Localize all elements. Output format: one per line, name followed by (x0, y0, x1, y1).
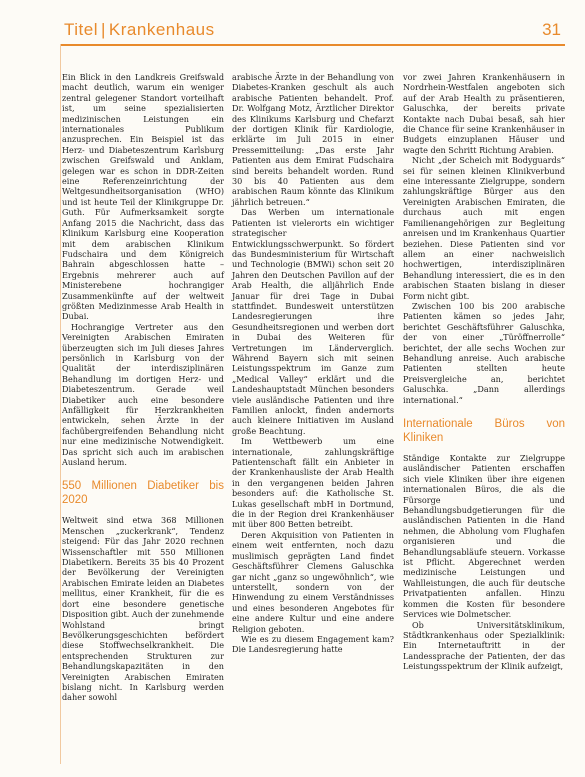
text-column-1 (62, 72, 224, 703)
title-separator: | (101, 20, 106, 39)
paragraph: Hochrangige Vertreter aus den Vereinigten Arabischen Emiraten überzeugten sich im Juli dieses Jahres persönlich in Karlsburg von der Qualität der interdisziplinären Behandlung im dortigen Herz- und Diabeteszentrum. Gerade weil Diabetiker auch eine besondere Anfälligkeit für Herzkrankheiten entwickeln, sehen Ärzte in der fachübergreifenden Behandlung nicht nur eine medizinische Notwendigkeit. Das spricht sich auch im arabischen Ausland herum. (62, 321, 224, 468)
paragraph: Im Wettbewerb um eine internationale, zahlungskräftige Patientenschaft fällt ein Anbieter in der Krankenhausliste der Arab Health in den vergangenen beiden Jahren besonders auf: die Katholische St. Lukas gesellschaft mbH in Dortmund, die in der Region drei Krankenhäuser mit über 800 Betten betreibt. (232, 436, 394, 530)
topic-label: Krankenhaus (108, 20, 215, 39)
text-column-3 (403, 72, 565, 672)
subheading: Internationale Büros von Kliniken (403, 418, 565, 444)
paragraph: Ob Universitätsklinikum, Städtkrankenhaus oder Spezialklinik: Ein Internetauftritt in der Landessprache der Patienten, der das Leistungsspektrum der Klinik aufzeigt, (403, 619, 565, 672)
paragraph: Ein Blick in den Landkreis Greifswald macht deutlich, warum ein weniger zentral gelegener Standort vorteilhaft ist, um seine spezialisierten medizinischen Leistungen ein internationales Publikum anzusprechen. Ein Beispiel ist das Herz- und Diabeteszentrum Karlsburg zwischen Greifswald und Anklam, gelegen war es schon in DDR-Zeiten eine Referenzeinrichtung der Weltgesundheitsorganisation (WHO) und ist heute Teil der Klinikgruppe Dr. Guth. Für Aufmerksamkeit sorgte Anfang 2015 die Nachricht, dass das Klinikum Karlsburg eine Kooperation mit dem arabischen Klinikum Fudschaira und dem Königreich Bahrain abgeschlossen hatte – Ergebnis mehrerer auch auf Ministerebene hochrangiger Zusammenkünfte auf der weltweit größten Medizinmesse Arab Health in Dubai. (62, 72, 224, 322)
paragraph: Zwischen 100 bis 200 arabische Patienten kämen so jedes Jahr, berichtet Geschäftsführer Galuschka, der von einer „Türöffnerrolle“ berichtet, der alle sechs Wochen zur Behandlung anreise. Auch arabische Patienten stellten heute Preisvergleiche an, berichtet Galuschka. „Dann allerdings international.“ (403, 300, 565, 405)
paragraph: Ständige Kontakte zur Zielgruppe ausländischer Patienten erschaffen sich viele Kliniken über ihre eigenen internationalen Büros, die als die Fürsorge und Behandlungsbudgetierungen für die ausländischen Patienten in die Hand nehmen, die Abholung vom Flughafen organisieren und die Behandlungsabläufe steuern. Vorkasse ist Pflicht. Abgerechnet werden medizinische Leistungen und Wahlleistungen, die auch für deutsche Privatpatienten anfallen. Hinzu kommen die Kosten für besondere Services wie Dolmetscher. (403, 453, 565, 620)
page-number: 31 (542, 20, 561, 39)
running-title (64, 20, 215, 40)
paragraph: Nicht „der Scheich mit Bodyguards“ sei für seinen kleinen Klinikverbund eine interessante Zielgruppe, sondern zahlungskräftige Bürger aus den Vereinigten Arabischen Emiraten, die durchaus auch mit engen Familienangehörigen zur Begleitung anreisen und im Krankenhaus Quartier beziehen. Diese Patienten sind vor allem an einer nachweislich hochwertigen, interdisziplinären Behandlung interessiert, die es in den arabischen Staaten bislang in dieser Form nicht gibt. (403, 155, 565, 301)
margin-rule (60, 44, 61, 764)
paragraph: Weltweit sind etwa 368 Millionen Menschen „zuckerkrank“, Tendenz steigend: Für das Jahr 2020 rechnen Wissenschaftler mit 550 Millionen Diabetikern. Bereits 35 bis 40 Prozent der Bevölkerung der Vereinigten Arabischen Emirate leiden an Diabetes mellitus, einer Krankheit, für die es dort eine besondere genetische Disposition gibt. Auch der zunehmende Wohlstand bringt Bevölkerungsgeschichten befördert diese Stoffwechselkrankheit. Die entsprechenden Strukturen zur Behandlungskapazitäten in den Vereinigten Arabischen Emiraten bislang nicht. In Karlsburg werden daher sowohl (62, 515, 225, 703)
paragraph: Deren Akquisition von Patienten in einem weit entfernten, noch dazu muslimisch geprägten Land findet Geschäftsführer Clemens Galuschka gar nicht „ganz so ungewöhnlich“, wie unterstellt, sondern von der Hinwendung zu einem Verständnisses und eines besonderen Angebotes für eine andere Kultur und eine andere Religion geboten. (232, 529, 394, 634)
section-label: Titel (64, 20, 98, 39)
paragraph: vor zwei Jahren Krankenhäusern in Nordrhein-Westfalen angeboten sich auf der Arab Health zu präsentieren, Galuschka, der bereits private Kontakte nach Dubai besaß, sah hier die Chance für seine Krankenhäuser in Budgets einzuplanen Häuser und wagte den Schritt Richtung Arabien. (403, 72, 565, 155)
paragraph: Das Werben um internationale Patienten ist vielerorts ein wichtiger strategischer Entwicklungsschwerpunkt. So fördert das Bundesministerium für Wirtschaft und Technologie (BMWi) schon seit 20 Jahren den Deutschen Pavillon auf der Arab Health, die alljährlich Ende Januar für drei Tage in Dubai stattfindet. Bundesweit unterstützen Landesregierungen ihre Gesundheitsregionen und werben dort in Dubai des Weiteren für Vertretungen im Länderverglich. Während Bayern sich mit seinen Leistungsspektrum im Ganze zum „Medical Valley“ erklärt und die Landeshauptstadt München besonders viele ausländische Patienten und ihre Familien anlockt, finden andernorts auch kleinere Initiativen im Ausland große Beachtung. (232, 207, 394, 436)
paragraph: Wie es zu diesem Engagement kam? Die Landesregierung hatte (232, 633, 394, 655)
page-header (60, 18, 565, 46)
text-column-2 (232, 72, 394, 655)
subheading: 550 Millionen Diabetiker bis 2020 (62, 480, 224, 507)
paragraph: arabische Ärzte in der Behandlung von Diabetes-Kranken geschult als auch arabische Patienten behandelt. Prof. Dr. Wolfgang Motz, Ärztlicher Direktor des Klinikums Karlsburg und Chefarzt der dortigen Klinik für Kardiologie, erklärte im Juli 2015 in einer Pressemitteilung: „Das erste Jahr Patienten aus dem Emirat Fudschaira sind bereits behandelt worden. Rund 30 bis 40 Patienten aus dem arabischen Raum könnte das Klinikum jährlich betreuen.“ (232, 72, 394, 207)
